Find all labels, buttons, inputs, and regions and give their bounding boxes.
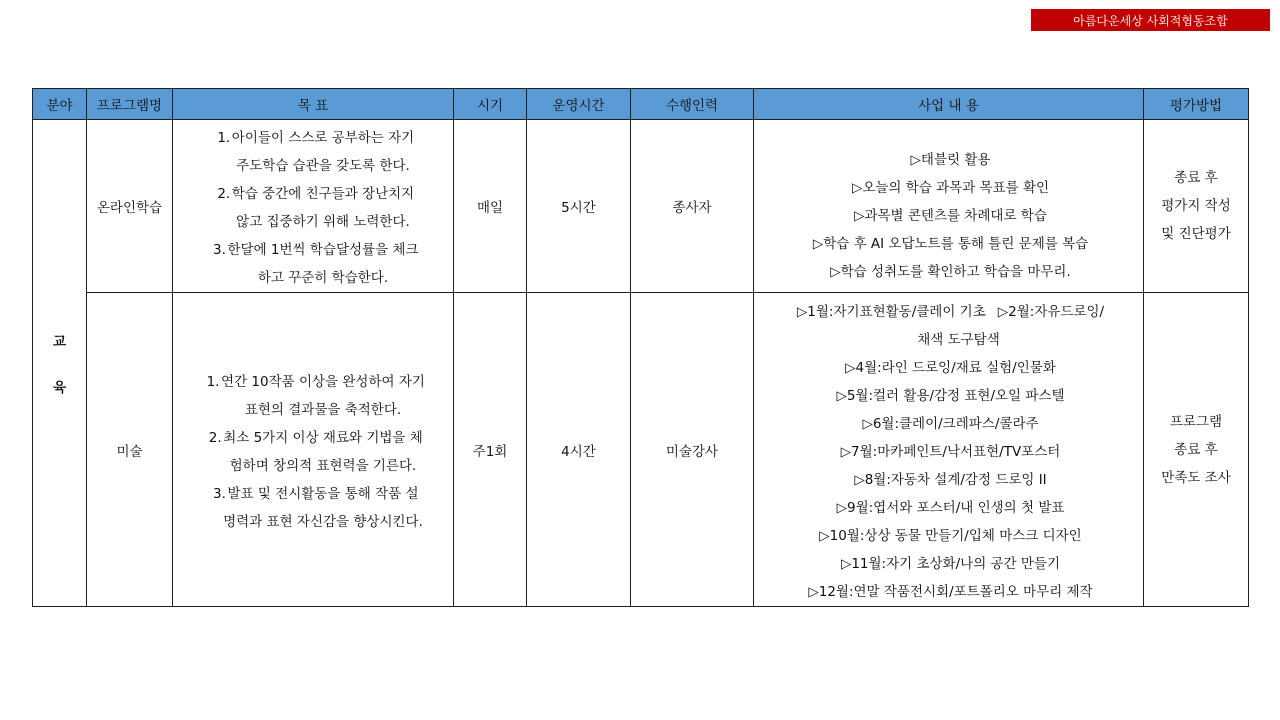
goal-item: 3. 한달에 1번씩 학습달성률을 체크 하고 꾸준히 학습한다. <box>213 242 419 286</box>
staff-cell: 미술강사 <box>631 293 754 607</box>
hours-cell: 5시간 <box>527 120 631 293</box>
evaluation-line: 프로그램 <box>1169 413 1223 430</box>
content-item: ▷과목별 콘텐츠를 차례대로 학습 <box>854 208 1047 224</box>
content-item: ▷학습 후 AI 오답노트를 통해 틀린 문제를 복습 <box>812 236 1089 252</box>
evaluation-line: 평가지 작성 <box>1161 198 1231 214</box>
content-item: ▷11월:자기 초상화/나의 공간 만들기 <box>840 555 1061 572</box>
content-item: ▷7월:마카페인트/낙서표현/TV포스터 <box>840 443 1061 460</box>
program-name: 미술 <box>87 293 173 607</box>
header-field: 분야 <box>33 89 87 120</box>
program-name: 온라인학습 <box>87 120 173 293</box>
goals-cell <box>173 120 454 293</box>
content-item: ▷8월:자동차 설계/감정 드로잉 II <box>854 471 1047 488</box>
evaluation-line: 및 진단평가 <box>1161 226 1231 242</box>
content-cell <box>754 120 1144 293</box>
header-content: 사업 내 용 <box>754 89 1144 120</box>
goal-item: 2. 최소 5가지 이상 재료와 기법을 체 험하며 창의적 표현력을 기른다. <box>208 429 423 474</box>
content-item: ▷4월:라인 드로잉/재료 실험/인물화 <box>845 359 1056 376</box>
program-plan-table <box>32 88 1249 607</box>
content-item: ▷9월:엽서와 포스터/내 인생의 첫 발표 <box>836 499 1065 516</box>
content-item: ▷5월:컬러 활용/감정 표현/오일 파스텔 <box>836 387 1065 404</box>
header-evaluation: 평가방법 <box>1144 89 1249 120</box>
header-hours: 운영시간 <box>527 89 631 120</box>
goal-item: 1. 연간 10작품 이상을 완성하여 자기 표현의 결과물을 축적한다. <box>206 373 425 418</box>
content-item: ▷10월:상상 동물 만들기/입체 마스크 디자인 <box>819 527 1082 544</box>
field-cell <box>33 120 87 607</box>
evaluation-line: 종료 후 <box>1174 170 1218 186</box>
header-row <box>33 89 1249 120</box>
goal-item: 3. 발표 및 전시활동을 통해 작품 설 명력과 표현 자신감을 향상시킨다. <box>213 485 423 530</box>
period-cell: 매일 <box>454 120 527 293</box>
evaluation-line: 종료 후 <box>1174 441 1218 458</box>
table-row <box>33 293 1249 607</box>
content-item-continued: 채색 도구탐색 <box>917 331 1000 348</box>
field-char: 교 <box>52 334 67 350</box>
content-item: ▷12월:연말 작품전시회/포트폴리오 마무리 제작 <box>808 583 1093 600</box>
content-item: ▷태블릿 활용 <box>910 152 991 168</box>
content-item: ▷오늘의 학습 과목과 목표를 확인 <box>851 180 1050 196</box>
field-char: 육 <box>52 380 67 396</box>
goal-item: 1. 아이들이 스스로 공부하는 자기 주도학습 습관을 갖도록 한다. <box>217 130 415 174</box>
evaluation-line: 만족도 조사 <box>1161 469 1231 486</box>
goal-item: 2. 학습 중간에 친구들과 장난치지 않고 집중하기 위해 노력한다. <box>217 186 415 230</box>
table-row <box>33 120 1249 293</box>
staff-cell: 종사자 <box>631 120 754 293</box>
hours-cell: 4시간 <box>527 293 631 607</box>
organization-badge: 아름다운세상 사회적협동조합 <box>1031 9 1270 31</box>
header-period: 시기 <box>454 89 527 120</box>
content-item: ▷6월:클레이/크레파스/콜라주 <box>862 415 1039 432</box>
header-program: 프로그램명 <box>87 89 173 120</box>
content-item: ▷학습 성취도를 확인하고 학습을 마무리. <box>830 264 1071 280</box>
content-cell <box>754 293 1144 607</box>
goals-cell <box>173 293 454 607</box>
content-item: ▷1월:자기표현활동/클레이 기초 ▷2월:자유드로잉/ <box>796 303 1105 320</box>
evaluation-cell <box>1144 120 1249 293</box>
period-cell: 주1회 <box>454 293 527 607</box>
header-staff: 수행인력 <box>631 89 754 120</box>
header-goal: 목 표 <box>173 89 454 120</box>
evaluation-cell <box>1144 293 1249 607</box>
